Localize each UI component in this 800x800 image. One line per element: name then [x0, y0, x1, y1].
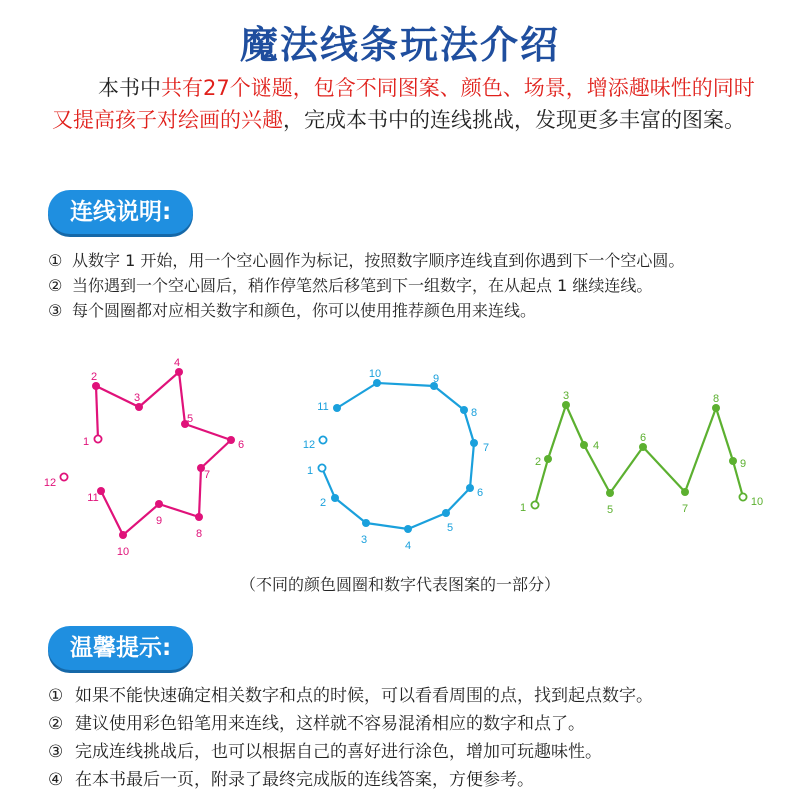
connect-line-segment [123, 504, 159, 535]
number-dot [466, 484, 474, 492]
dot-number-label: 9 [432, 373, 440, 385]
connect-line-segment [199, 468, 201, 517]
connect-line-segment [470, 443, 474, 488]
connect-line-segment [643, 447, 685, 492]
dot-number-label: 9 [739, 458, 747, 470]
item-text: 从数字 1 开始，用一个空心圆作为标记，按照数字顺序连线直到你遇到下一个空心圆。 [72, 251, 685, 270]
connect-line-segment [101, 491, 123, 535]
dot-number-label: 7 [681, 503, 689, 515]
list-item [48, 298, 788, 323]
connect-line-segment [584, 445, 610, 493]
connect-line-segment [96, 386, 98, 439]
connect-line-segment [201, 440, 231, 468]
dot-number-label: 4 [173, 357, 181, 369]
item-marker: ④ [48, 770, 64, 790]
blue-circle-figure [303, 368, 489, 552]
number-dot [331, 494, 339, 502]
dot-number-label: 12 [302, 439, 316, 451]
number-dot [681, 488, 689, 496]
number-dot [460, 406, 468, 414]
hollow-start-dot [319, 436, 326, 443]
dot-number-label: 8 [470, 407, 478, 419]
connect-line-segment [322, 468, 335, 498]
item-text: 每个圆圈都对应相关数字和颜色，你可以使用推荐颜色用来连线。 [72, 301, 537, 320]
item-text: 当你遇到一个空心圆后，稍作停笔然后移笔到下一组数字，在从起点 1 继续连线。 [72, 276, 653, 295]
number-dot [562, 401, 570, 409]
hollow-start-dot [94, 435, 101, 442]
connect-line-segment [566, 405, 584, 445]
number-dot [606, 489, 614, 497]
item-marker: ① [48, 686, 64, 706]
list-item [48, 682, 788, 710]
connect-line-segment [139, 372, 179, 407]
dot-number-label: 10 [116, 546, 130, 558]
intro-text-1: 本书中 [98, 76, 161, 100]
item-marker: ② [48, 276, 63, 295]
figure-caption: （不同的颜色圆圈和数字代表图案的一部分） [239, 575, 560, 594]
intro-highlight: 共有27个谜题，包含不同图案、颜色、场景，增添趣味性的同时又提高孩子对绘画的兴趣 [52, 76, 755, 132]
connect-line-segment [685, 408, 716, 492]
item-text: 完成连线挑战后，也可以根据自己的喜好进行涂色，增加可玩趣味性。 [75, 742, 602, 762]
connect-line-segment [179, 372, 185, 424]
item-text: 如果不能快速确定相关数字和点的时候，可以看看周围的点，找到起点数字。 [75, 686, 653, 706]
number-dot [639, 443, 647, 451]
number-dot [155, 500, 163, 508]
dot-number-label: 2 [534, 456, 542, 468]
hollow-start-dot [60, 473, 67, 480]
dot-number-label: 5 [446, 522, 454, 534]
list-item [48, 766, 788, 794]
dot-number-label: 1 [519, 502, 527, 514]
connect-line-segment [610, 447, 643, 493]
dot-number-label: 8 [712, 393, 720, 405]
number-dot [442, 509, 450, 517]
dot-number-label: 3 [562, 390, 570, 402]
dot-number-label: 5 [186, 413, 194, 425]
tips-heading: 温馨提示: [48, 626, 193, 670]
number-dot [195, 513, 203, 521]
item-marker: ① [48, 251, 63, 270]
connect-line-segment [185, 424, 231, 440]
hollow-start-dot [318, 464, 325, 471]
connect-line-segment [434, 386, 464, 410]
dot-number-label: 1 [306, 465, 314, 477]
dot-number-label: 6 [639, 432, 647, 444]
number-dot [544, 455, 552, 463]
dot-number-label: 10 [750, 496, 764, 508]
dot-number-label: 8 [195, 528, 203, 540]
dot-number-label: 12 [43, 477, 57, 489]
tips-list [48, 682, 788, 794]
example-figures [0, 350, 800, 560]
hollow-start-dot [739, 493, 746, 500]
number-dot [404, 525, 412, 533]
number-dot [729, 457, 737, 465]
dot-number-label: 3 [133, 392, 141, 404]
connect-line-segment [548, 405, 566, 459]
hollow-start-dot [531, 501, 538, 508]
number-dot [580, 441, 588, 449]
dot-number-label: 2 [319, 497, 327, 509]
page-title: 魔法线条玩法介绍 [239, 23, 560, 67]
list-item [48, 738, 788, 766]
connect-line-segment [366, 523, 408, 529]
number-dot [135, 403, 143, 411]
dot-number-label: 4 [592, 440, 600, 452]
item-text: 建议使用彩色铅笔用来连线，这样就不容易混淆相应的数字和点了。 [75, 714, 585, 734]
dot-number-label: 6 [237, 439, 245, 451]
connect-line-segment [96, 386, 139, 407]
instructions-heading: 连线说明: [48, 190, 193, 234]
number-dot [373, 379, 381, 387]
number-dot [227, 436, 235, 444]
instructions-list [48, 248, 788, 323]
green-zigzag-figure [520, 390, 763, 516]
dot-number-label: 5 [606, 504, 614, 516]
pink-star-figure [44, 357, 244, 558]
item-text: 在本书最后一页，附录了最终完成版的连线答案，方便参考。 [75, 770, 534, 790]
list-item [48, 273, 788, 298]
connect-line-segment [446, 488, 470, 513]
list-item [48, 710, 788, 738]
number-dot [119, 531, 127, 539]
connect-line-segment [159, 504, 199, 517]
dot-number-label: 9 [155, 515, 163, 527]
item-marker: ③ [48, 301, 63, 320]
dot-number-label: 4 [404, 540, 412, 552]
dot-number-label: 7 [482, 442, 490, 454]
dot-number-label: 11 [317, 401, 329, 413]
connect-line-segment [337, 383, 377, 408]
number-dot [175, 368, 183, 376]
connect-line-segment [335, 498, 366, 523]
connect-line-segment [408, 513, 446, 529]
number-dot [712, 404, 720, 412]
list-item [48, 248, 788, 273]
dot-number-label: 6 [476, 487, 484, 499]
dot-number-label: 10 [368, 368, 382, 380]
dot-number-label: 11 [87, 492, 99, 504]
connect-line-segment [716, 408, 733, 461]
dot-number-label: 7 [203, 469, 211, 481]
item-marker: ③ [48, 742, 64, 762]
number-dot [92, 382, 100, 390]
intro-text-3: ，完成本书中的连线挑战，发现更多丰富的图案。 [283, 108, 745, 132]
dot-number-label: 2 [90, 371, 98, 383]
number-dot [362, 519, 370, 527]
connect-line-segment [377, 383, 434, 386]
number-dot [333, 404, 341, 412]
dot-number-label: 1 [82, 436, 90, 448]
dot-number-label: 3 [360, 534, 368, 546]
number-dot [470, 439, 478, 447]
item-marker: ② [48, 714, 64, 734]
intro-paragraph [52, 72, 772, 136]
